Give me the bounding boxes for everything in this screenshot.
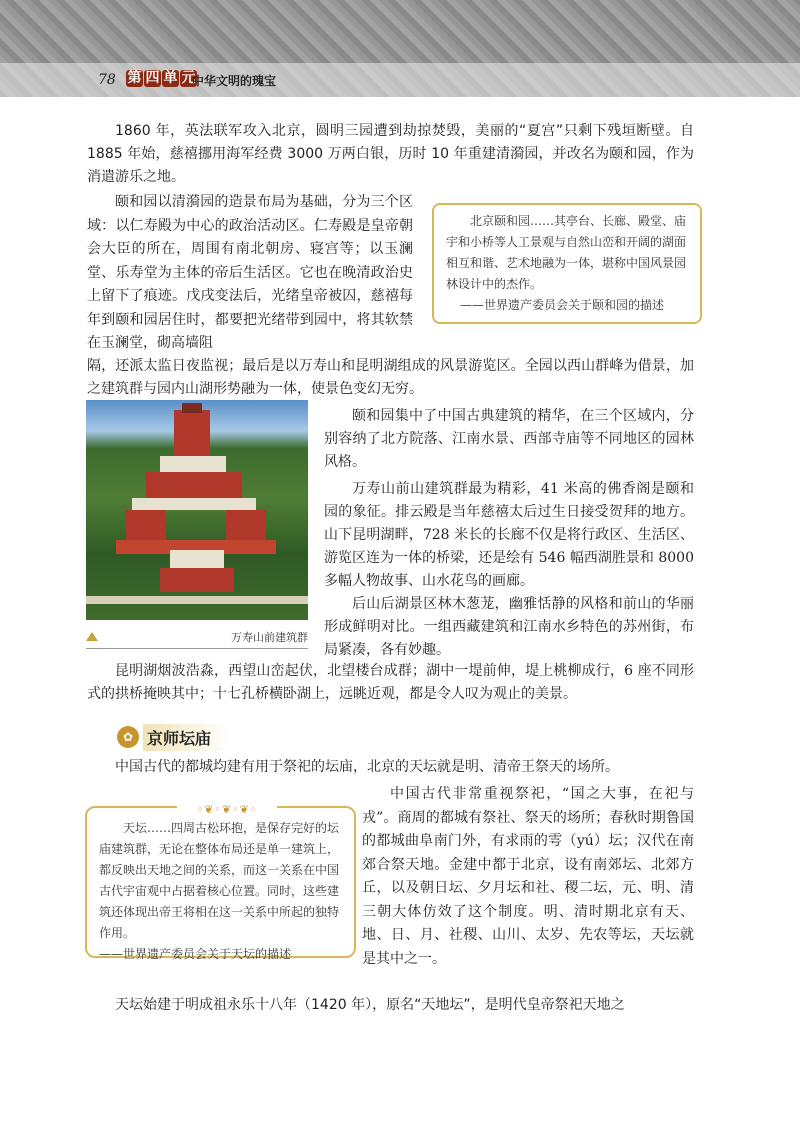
paragraph-architecture: 颐和园集中了中国古典建筑的精华，在三个区域内，分别容纳了北方院落、江南水景、西部寺庙等不同地区的园林风格。 — [324, 408, 694, 470]
paragraph-front-hill: 万寿山前山建筑群最为精彩，41 米高的佛香阁是颐和园的象征。排云殿是当年慈禧太后过生日接受贺拜的地方。山下昆明湖畔，728 米长的长廊不仅是将行政区、生活区、游览区连为一体的桥梁，还是绘有 546 幅西湖胜景和 8000 多幅人物故事、山水花鸟的画廊。 — [324, 481, 694, 589]
unit-char: 四 — [145, 70, 160, 86]
caption-triangle-icon — [86, 632, 98, 641]
paragraph-back-hill: 后山后湖景区林木葱茏，幽雅恬静的风格和前山的华丽形成鲜明对比。一组西藏建筑和江南水乡特色的苏州街，布局紧凑，各有妙趣。 — [324, 596, 694, 658]
quote-text: 天坛……四周古松环抱，是保存完好的坛庙建筑群，无论在整体布局还是单一建筑上，都反映出天地之间的关系，而这一关系在中国古代宇宙观中占据着核心位置。同时，这些建筑还体现出帝王将相在这一关系中所起的独特作用。 — [99, 821, 340, 940]
quote-box-summer-palace — [432, 203, 702, 324]
paragraph-altars: 中国古代的都城均建有用于祭祀的坛庙，北京的天坛就是明、清帝王祭天的场所。 — [115, 759, 619, 775]
wanshou-hill-photo — [86, 400, 308, 620]
paragraph-three-zones: 颐和园以清漪园的造景布局为基础，分为三个区域：以仁寿殿为中心的政治活动区。仁寿殿是皇帝朝会大臣的所在，周围有南北朝房、寝宫等；以玉澜堂、乐寿堂为主体的帝后生活区。它也在晚清政治史上留下了痕迹。戊戌变法后，光绪皇帝被囚，慈禧每年到颐和园居住时，都要把光绪带到园中，将其软禁在玉澜堂，砌高墙阻 — [87, 194, 413, 351]
quote-source: ——世界遗产委员会关于天坛的描述 — [99, 947, 292, 961]
photo-caption-text: 万寿山前建筑群 — [231, 631, 308, 644]
unit-char: 元 — [181, 70, 196, 86]
unit-title: 中华文明的瑰宝 — [192, 74, 277, 88]
page-header — [0, 0, 800, 97]
unit-char: 单 — [163, 70, 178, 86]
header-band — [0, 63, 800, 97]
quote-ornament-icon: ◦❦◦❦◦❦◦ — [177, 799, 277, 813]
quote-source: ——世界遗产委员会关于颐和园的描述 — [460, 298, 665, 312]
quote-box-temple-of-heaven — [85, 803, 356, 961]
section-heading — [117, 724, 229, 750]
page-number: 78 — [98, 72, 116, 88]
paragraph-temple-of-heaven: 天坛始建于明成祖永乐十八年（1420 年），原名“天地坛”，是明代皇帝祭祀天地之 — [115, 997, 625, 1013]
unit-char: 第 — [127, 70, 142, 86]
paragraph-scenic-zone: 隔，还派太监日夜监视；最后是以万寿山和昆明湖组成的风景游览区。全园以西山群峰为借景，加之建筑群与园内山湖形势融为一体，使景色变幻无穷。 — [87, 358, 694, 397]
photo-caption — [86, 629, 308, 649]
paragraph-kunming-lake: 昆明湖烟波浩淼，西望山峦起伏，北望楼台成群；湖中一堤前伸，堤上桃柳成行，6 座不同形式的拱桥掩映其中；十七孔桥横卧湖上，远眺近观，都是令人叹为观止的美景。 — [87, 663, 694, 702]
paragraph-sacrifice: 中国古代非常重视祭祀，“国之大事，在祀与戎”。商周的都城有祭社、祭天的场所；春秋时期鲁国的都城曲阜南门外，有求雨的雩（yú）坛；汉代在南郊合祭天地。金建中都于北京，设有南郊坛、北郊方丘，以及朝日坛、夕月坛和社、稷二坛，元、明、清三朝大体仿效了这个制度。明、清时期北京有天、地、日、月、社稷、山川、太岁、先农等坛，天坛就是其中之一。 — [362, 786, 694, 967]
unit-label — [126, 70, 198, 87]
quote-text: 北京颐和园……其亭台、长廊、殿堂、庙宇和小桥等人工景观与自然山峦和开阔的湖面相互和谐、艺术地融为一体，堪称中国风景园林设计中的杰作。 — [446, 214, 687, 291]
section-flower-icon: ✿ — [117, 726, 139, 748]
paragraph-yuanmingyuan: 1860 年，英法联军攻入北京，圆明三园遭到劫掠焚毁，美丽的“夏宫”只剩下残垣断壁。自 1885 年始，慈禧挪用海军经费 3000 万两白银，历时 10 年重建清漪园，并改名为颐和园，作为消遣游乐之地。 — [87, 123, 694, 185]
section-title: 京师坛庙 — [143, 724, 229, 751]
